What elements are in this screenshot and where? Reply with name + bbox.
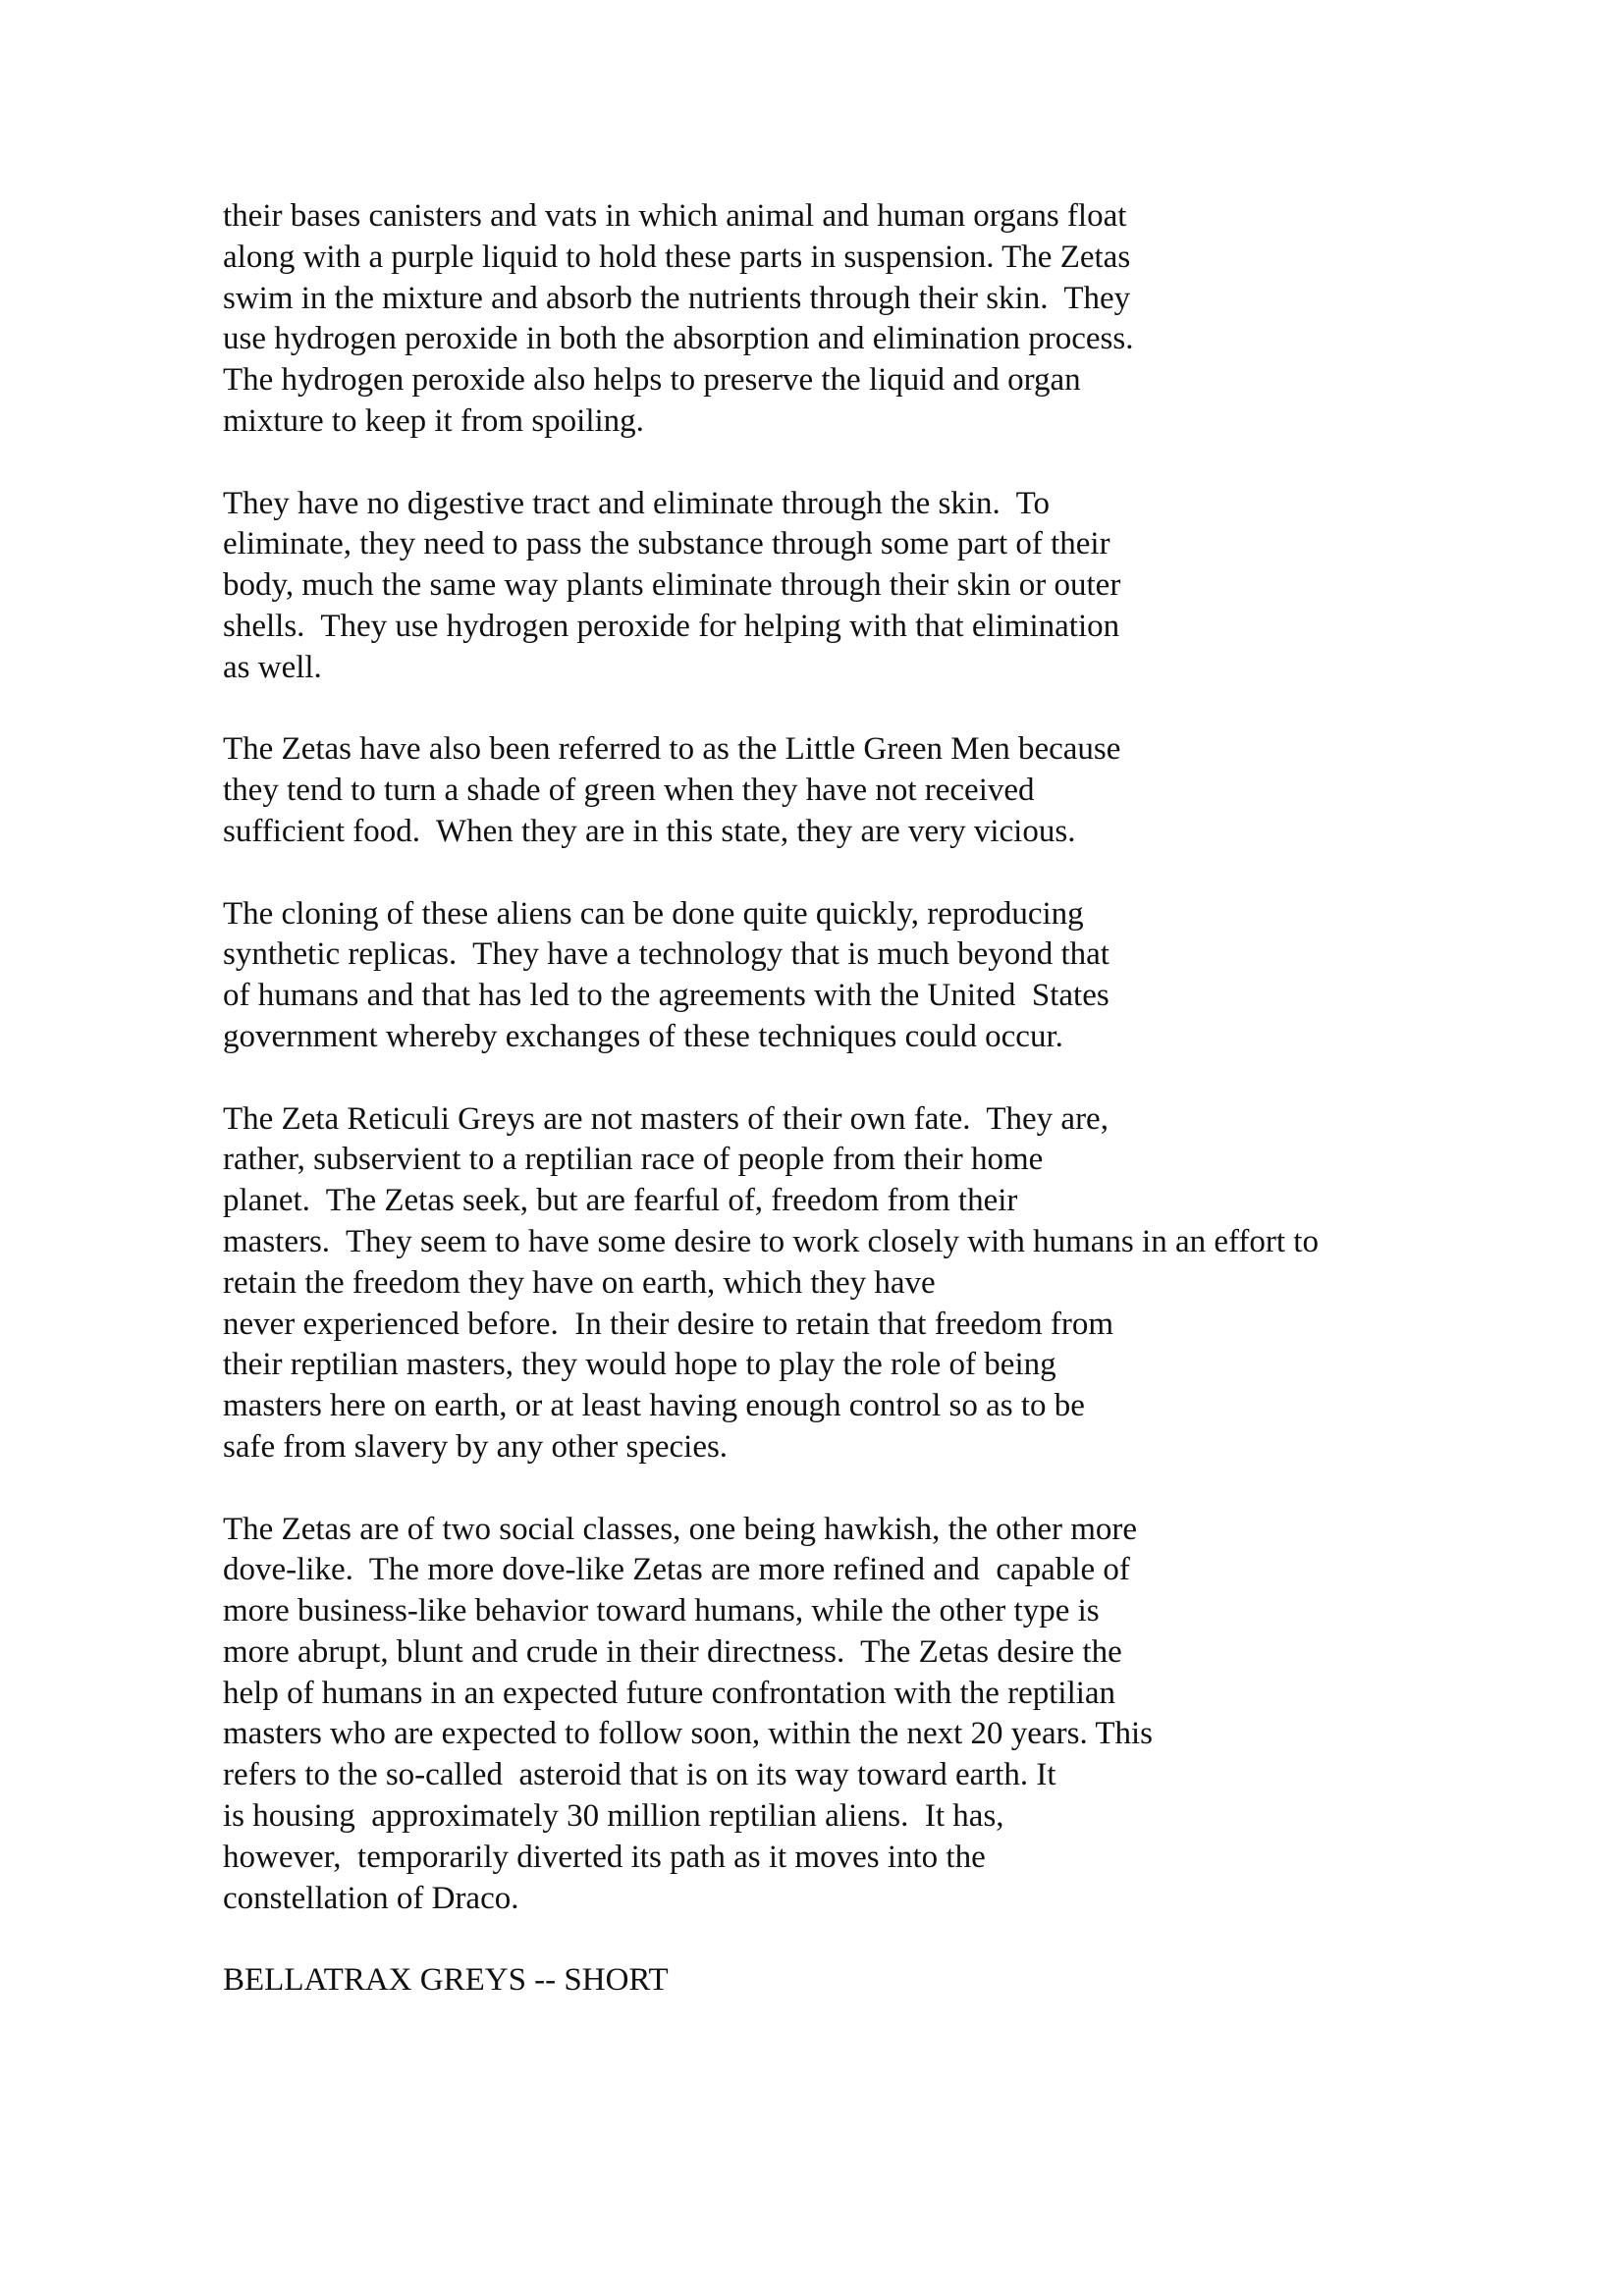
text-line: swim in the mixture and absorb the nutrients through their skin. They <box>223 280 1131 316</box>
text-line: masters here on earth, or at least having enough control so as to be <box>223 1388 1085 1424</box>
text-line: safe from slavery by any other species. <box>223 1428 729 1465</box>
text-line: The Zetas have also been referred to as the Little Green Men because <box>223 731 1121 768</box>
text-line: retain the freedom they have on earth, which they have <box>223 1264 936 1301</box>
text-line: however, temporarily diverted its path as it moves into the <box>223 1839 986 1875</box>
section-heading: BELLATRAX GREYS -- SHORT <box>223 1962 669 1998</box>
text-line: They have no digestive tract and eliminate through the skin. To <box>223 485 1051 521</box>
paragraph <box>223 484 1597 689</box>
text-line: refers to the so-called asteroid that is on its way toward earth. It <box>223 1757 1056 1793</box>
text-line: help of humans in an expected future confrontation with the reptilian <box>223 1675 1116 1711</box>
text-line: is housing approximately 30 million reptilian aliens. It has, <box>223 1798 1004 1835</box>
text-line: synthetic replicas. They have a technology that is much beyond that <box>223 936 1109 973</box>
paragraph <box>223 1510 1597 1920</box>
text-line: they tend to turn a shade of green when they have not received <box>223 773 1035 809</box>
text-line: of humans and that has led to the agreements with the United States <box>223 978 1109 1014</box>
text-line: mixture to keep it from spoiling. <box>223 402 644 439</box>
paragraph <box>223 1099 1597 1468</box>
text-line: constellation of Draco. <box>223 1880 519 1916</box>
text-line: The Zeta Reticuli Greys are not masters of their own fate. They are, <box>223 1100 1109 1137</box>
text-line: The cloning of these aliens can be done quite quickly, reproducing <box>223 895 1084 932</box>
paragraph <box>223 894 1597 1058</box>
text-line: sufficient food. When they are in this state, they are very vicious. <box>223 813 1076 849</box>
text-line: masters who are expected to follow soon, within the next 20 years. This <box>223 1716 1154 1752</box>
text-line: eliminate, they need to pass the substance through some part of their <box>223 526 1110 562</box>
text-line: as well. <box>223 649 322 685</box>
paragraph <box>223 729 1597 852</box>
text-line: along with a purple liquid to hold these parts in suspension. The Zetas <box>223 239 1131 275</box>
body-text <box>223 196 1597 1960</box>
paragraph <box>223 196 1597 443</box>
text-line: use hydrogen peroxide in both the absorption and elimination process. <box>223 321 1134 357</box>
text-line: planet. The Zetas seek, but are fearful of, freedom from their <box>223 1183 1018 1219</box>
text-line: rather, subservient to a reptilian race of people from their home <box>223 1142 1044 1178</box>
text-line: The hydrogen peroxide also helps to preserve the liquid and organ <box>223 362 1081 399</box>
text-line: more abrupt, blunt and crude in their directness. The Zetas desire the <box>223 1633 1122 1670</box>
text-line: more business-like behavior toward humans, while the other type is <box>223 1593 1100 1629</box>
text-line: shells. They use hydrogen peroxide for helping with that elimination <box>223 608 1120 644</box>
text-line: their reptilian masters, they would hope to play the role of being <box>223 1347 1056 1383</box>
text-line: dove-like. The more dove-like Zetas are more refined and capable of <box>223 1552 1130 1588</box>
text-line: never experienced before. In their desire to retain that freedom from <box>223 1306 1114 1342</box>
text-line: government whereby exchanges of these techniques could occur. <box>223 1018 1063 1054</box>
text-line: their bases canisters and vats in which animal and human organs float <box>223 198 1127 234</box>
text-line: The Zetas are of two social classes, one being hawkish, the other more <box>223 1511 1138 1547</box>
text-line: body, much the same way plants eliminate through their skin or outer <box>223 567 1121 604</box>
text-line: masters. They seem to have some desire to work closely with humans in an effort to <box>223 1223 1319 1259</box>
